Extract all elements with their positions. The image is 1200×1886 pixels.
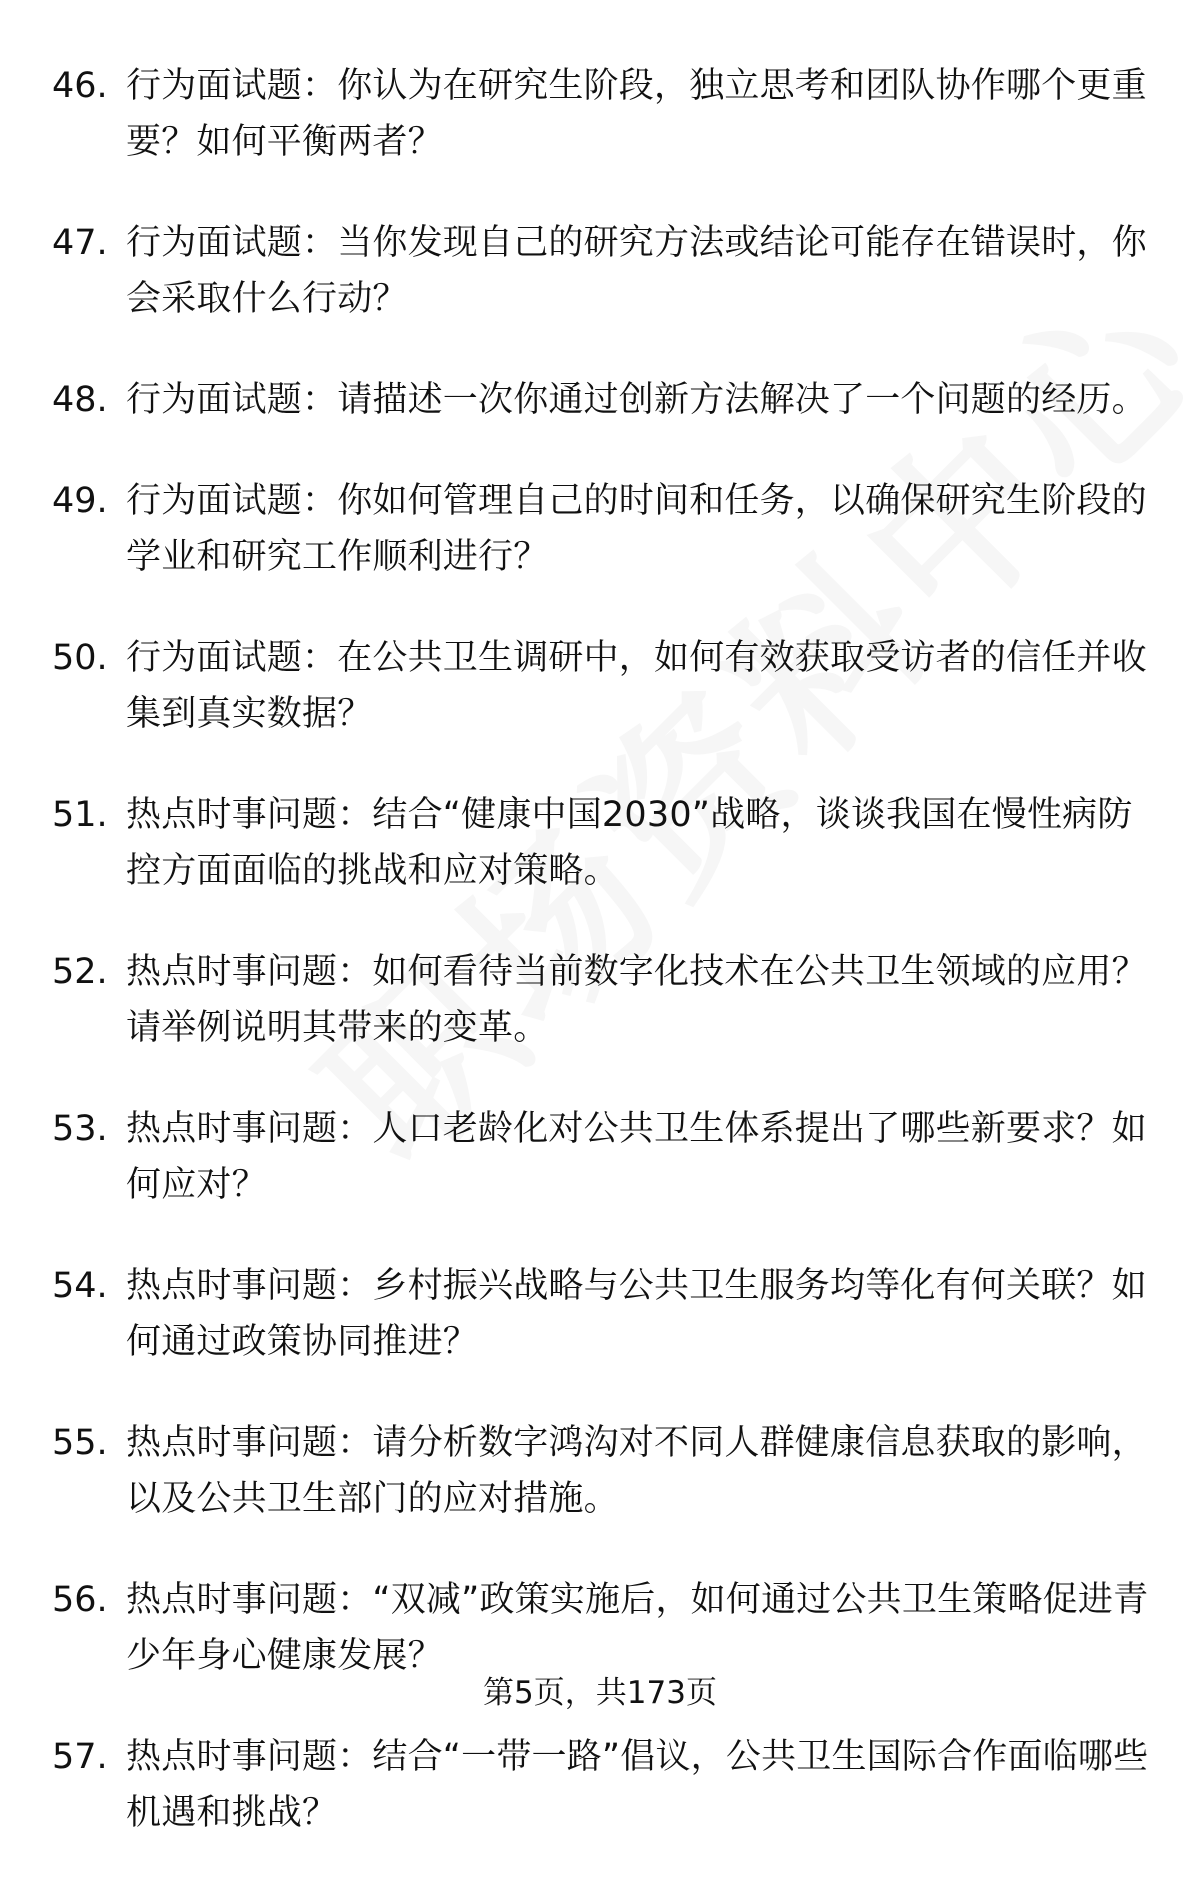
question-text: 行为面试题：你如何管理自己的时间和任务，以确保研究生阶段的学业和研究工作顺利进行？ bbox=[126, 481, 1147, 577]
question-number: 46. bbox=[52, 66, 108, 106]
question-item bbox=[52, 1258, 1162, 1370]
question-text: 热点时事问题：“双减”政策实施后，如何通过公共卫生策略促进青少年身心健康发展？ bbox=[126, 1580, 1149, 1676]
question-number: 51. bbox=[52, 795, 108, 835]
question-item bbox=[52, 787, 1162, 899]
question-item bbox=[52, 630, 1162, 742]
question-text: 行为面试题：在公共卫生调研中，如何有效获取受访者的信任并收集到真实数据？ bbox=[126, 638, 1147, 734]
question-item bbox=[52, 1415, 1162, 1527]
question-text: 行为面试题：你认为在研究生阶段，独立思考和团队协作哪个更重要？如何平衡两者？ bbox=[126, 66, 1147, 162]
question-text: 热点时事问题：人口老龄化对公共卫生体系提出了哪些新要求？如何应对？ bbox=[126, 1109, 1147, 1205]
question-number: 48. bbox=[52, 380, 108, 420]
question-number: 52. bbox=[52, 952, 108, 992]
question-item bbox=[52, 944, 1162, 1056]
question-item bbox=[52, 473, 1162, 585]
question-number: 57. bbox=[52, 1737, 108, 1777]
question-item bbox=[52, 1101, 1162, 1213]
question-number: 53. bbox=[52, 1109, 108, 1149]
question-text: 热点时事问题：结合“一带一路”倡议，公共卫生国际合作面临哪些机遇和挑战？ bbox=[126, 1737, 1149, 1833]
page-footer bbox=[0, 1673, 1200, 1713]
question-text: 行为面试题：请描述一次你通过创新方法解决了一个问题的经历。 bbox=[126, 380, 1147, 420]
question-number: 55. bbox=[52, 1423, 108, 1463]
question-text: 热点时事问题：如何看待当前数字化技术在公共卫生领域的应用？请举例说明其带来的变革。 bbox=[126, 952, 1147, 1048]
question-number: 47. bbox=[52, 223, 108, 263]
question-text: 热点时事问题：结合“健康中国2030”战略，谈谈我国在慢性病防控方面面临的挑战和应对策略。 bbox=[126, 795, 1133, 891]
question-text: 热点时事问题：乡村振兴战略与公共卫生服务均等化有何关联？如何通过政策协同推进？ bbox=[126, 1266, 1147, 1362]
question-item bbox=[52, 1729, 1162, 1841]
question-number: 50. bbox=[52, 638, 108, 678]
question-item bbox=[52, 372, 1162, 428]
question-item bbox=[52, 1572, 1162, 1684]
question-text: 行为面试题：当你发现自己的研究方法或结论可能存在错误时，你会采取什么行动？ bbox=[126, 223, 1147, 319]
question-number: 54. bbox=[52, 1266, 108, 1306]
question-number: 49. bbox=[52, 481, 108, 521]
question-text: 热点时事问题：请分析数字鸿沟对不同人群健康信息获取的影响，以及公共卫生部门的应对措施。 bbox=[126, 1423, 1147, 1519]
question-list bbox=[52, 58, 1162, 1886]
page-indicator: 第5页，共173页 bbox=[483, 1675, 717, 1711]
question-item bbox=[52, 215, 1162, 327]
question-item bbox=[52, 58, 1162, 170]
question-number: 56. bbox=[52, 1580, 108, 1620]
